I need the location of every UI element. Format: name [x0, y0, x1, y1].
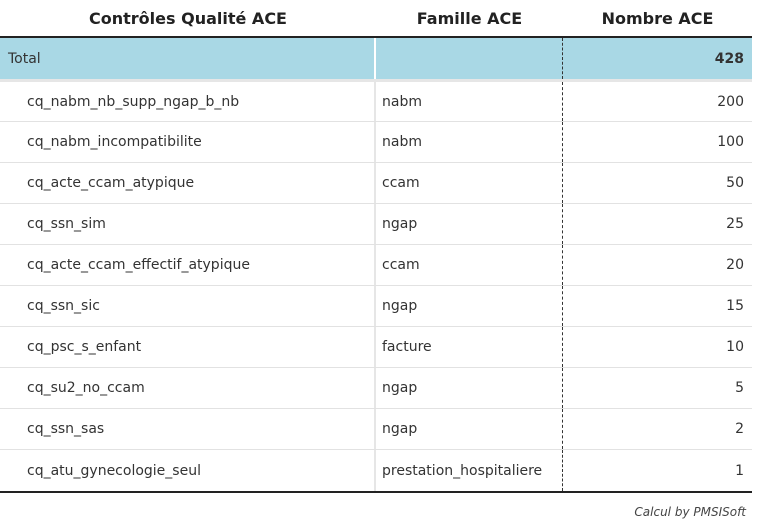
cell-nombre: 1 — [735, 462, 744, 479]
cell-nombre: 10 — [726, 339, 744, 355]
table-row — [0, 163, 752, 204]
cell-famille: facture — [376, 327, 563, 367]
cell-controle: cq_psc_s_enfant — [0, 327, 376, 367]
cell-controle: cq_acte_ccam_atypique — [0, 163, 376, 203]
cell-nombre: 200 — [717, 93, 744, 110]
cell-controle: cq_su2_no_ccam — [0, 368, 376, 408]
cell-famille: ngap — [376, 204, 563, 244]
table-row — [0, 327, 752, 368]
cell-famille: ngap — [376, 368, 563, 408]
cell-nombre: 50 — [726, 175, 744, 191]
cell-nombre: 100 — [717, 134, 744, 150]
cell-famille: ngap — [376, 409, 563, 449]
cell-famille: nabm — [376, 82, 563, 121]
cell-controle: cq_nabm_incompatibilite — [0, 122, 376, 162]
table-row — [0, 245, 752, 286]
table-row — [0, 82, 752, 122]
cell-controle: cq_atu_gynecologie_seul — [0, 450, 376, 491]
cell-nombre: 5 — [735, 380, 744, 396]
column-header-famille[interactable]: Famille ACE — [416, 8, 523, 28]
cell-famille: ccam — [376, 163, 563, 203]
cell-controle: cq_nabm_nb_supp_ngap_b_nb — [0, 82, 376, 121]
cell-nombre: 25 — [726, 216, 744, 232]
total-label: Total — [0, 38, 376, 79]
total-row — [0, 38, 752, 82]
table-row — [0, 204, 752, 245]
cell-famille: nabm — [376, 122, 563, 162]
table-row — [0, 409, 752, 450]
table-row — [0, 450, 752, 491]
total-famille — [376, 38, 563, 79]
cell-famille: ngap — [376, 286, 563, 326]
total-value: 428 — [714, 50, 744, 67]
column-header-nombre[interactable]: Nombre ACE — [601, 8, 714, 28]
cell-nombre: 2 — [735, 421, 744, 437]
column-header-controle[interactable]: Contrôles Qualité ACE — [89, 8, 287, 28]
cell-famille: ccam — [376, 245, 563, 285]
footer-credit: Calcul by PMSISoft — [634, 505, 746, 519]
table-row — [0, 122, 752, 163]
cell-nombre: 15 — [726, 298, 744, 314]
cell-nombre: 20 — [726, 257, 744, 273]
cell-controle: cq_ssn_sic — [0, 286, 376, 326]
cell-controle: cq_acte_ccam_effectif_atypique — [0, 245, 376, 285]
cell-controle: cq_ssn_sim — [0, 204, 376, 244]
table-body — [0, 82, 752, 493]
table-row — [0, 286, 752, 327]
table-row — [0, 368, 752, 409]
table-header — [0, 0, 752, 38]
cell-famille: prestation_hospitaliere — [376, 450, 563, 491]
cell-controle: cq_ssn_sas — [0, 409, 376, 449]
